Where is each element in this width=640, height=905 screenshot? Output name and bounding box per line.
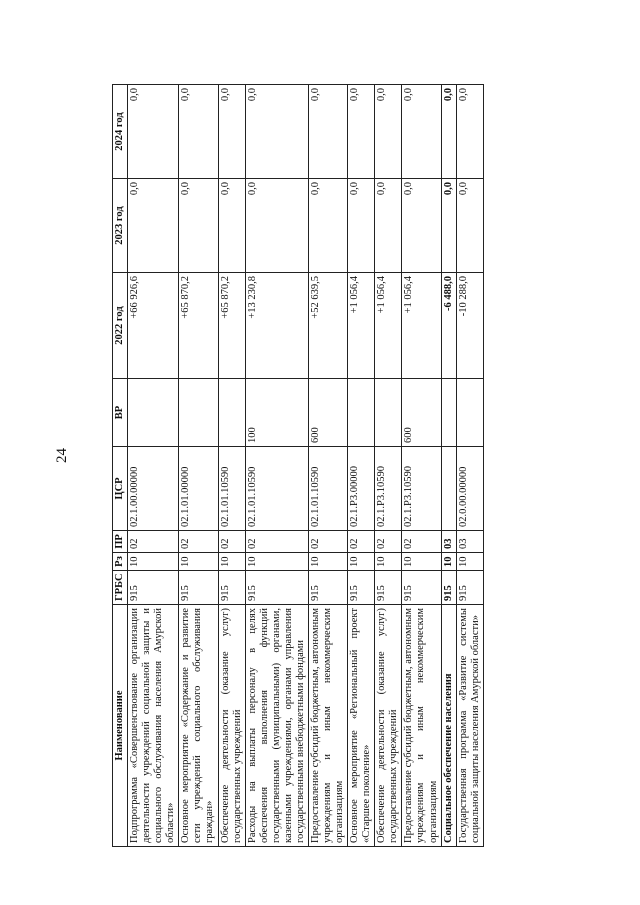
cell-vr xyxy=(218,379,245,447)
cell-grbs: 915 xyxy=(456,571,483,605)
cell-rz: 10 xyxy=(375,553,402,571)
cell-vr xyxy=(441,379,456,447)
cell-grbs: 915 xyxy=(128,571,179,605)
cell-2022: +13 230,8 xyxy=(245,273,308,379)
cell-2023: 0,0 xyxy=(179,179,218,273)
cell-2023: 0,0 xyxy=(402,179,441,273)
table-row xyxy=(179,85,218,847)
cell-pr: 02 xyxy=(179,531,218,553)
table-row xyxy=(348,85,375,847)
header-csr: ЦСР xyxy=(113,447,128,531)
cell-pr: 02 xyxy=(348,531,375,553)
cell-name: Подпрограмма «Совершенствование организации деятельности учреждений социальной защиты и социального обслуживания населения Амурской области» xyxy=(128,605,179,847)
cell-vr xyxy=(128,379,179,447)
header-2022: 2022 год xyxy=(113,273,128,379)
rotated-table-frame xyxy=(112,85,520,847)
cell-pr: 02 xyxy=(128,531,179,553)
cell-csr xyxy=(441,447,456,531)
cell-2024: 0,0 xyxy=(375,85,402,179)
cell-rz: 10 xyxy=(218,553,245,571)
cell-csr: 02.1.P3.00000 xyxy=(348,447,375,531)
cell-2022: -6 488,0 xyxy=(441,273,456,379)
cell-2023: 0,0 xyxy=(245,179,308,273)
cell-pr: 02 xyxy=(402,531,441,553)
cell-rz: 10 xyxy=(245,553,308,571)
cell-pr: 02 xyxy=(245,531,308,553)
cell-name: Обеспечение деятельности (оказание услуг) государственных учреждений xyxy=(218,605,245,847)
table-row xyxy=(308,85,347,847)
cell-csr: 02.1.01.10590 xyxy=(218,447,245,531)
cell-2024: 0,0 xyxy=(456,85,483,179)
cell-vr xyxy=(375,379,402,447)
cell-name: Основное мероприятие «Содержание и развитие сети учреждений социального обслуживания граждан» xyxy=(179,605,218,847)
cell-pr: 02 xyxy=(308,531,347,553)
cell-pr: 03 xyxy=(441,531,456,553)
table-row xyxy=(441,85,456,847)
cell-grbs: 915 xyxy=(441,571,456,605)
cell-csr: 02.1.01.10590 xyxy=(308,447,347,531)
table-body xyxy=(128,85,484,847)
cell-2023: 0,0 xyxy=(128,179,179,273)
cell-grbs: 915 xyxy=(348,571,375,605)
header-name: Наименование xyxy=(113,605,128,847)
cell-2023: 0,0 xyxy=(218,179,245,273)
header-pr: ПР xyxy=(113,531,128,553)
cell-csr: 02.1.P3.10590 xyxy=(375,447,402,531)
cell-pr: 03 xyxy=(456,531,483,553)
cell-name: Обеспечение деятельности (оказание услуг) государственных учреждений xyxy=(375,605,402,847)
page-number: 24 xyxy=(54,448,70,463)
cell-csr: 02.1.00.00000 xyxy=(128,447,179,531)
cell-grbs: 915 xyxy=(245,571,308,605)
cell-grbs: 915 xyxy=(375,571,402,605)
cell-grbs: 915 xyxy=(308,571,347,605)
cell-2024: 0,0 xyxy=(402,85,441,179)
cell-2024: 0,0 xyxy=(179,85,218,179)
cell-2024: 0,0 xyxy=(441,85,456,179)
cell-2022: +52 639,5 xyxy=(308,273,347,379)
cell-rz: 10 xyxy=(308,553,347,571)
table-row xyxy=(375,85,402,847)
cell-2023: 0,0 xyxy=(348,179,375,273)
cell-rz: 10 xyxy=(128,553,179,571)
cell-2022: +1 056,4 xyxy=(375,273,402,379)
header-rz: Рз xyxy=(113,553,128,571)
cell-grbs: 915 xyxy=(402,571,441,605)
cell-2023: 0,0 xyxy=(308,179,347,273)
header-2024: 2024 год xyxy=(113,85,128,179)
cell-2024: 0,0 xyxy=(245,85,308,179)
cell-2024: 0,0 xyxy=(308,85,347,179)
cell-2023: 0,0 xyxy=(441,179,456,273)
cell-name: Предоставление субсидий бюджетным, автономным учреждениям и иным некоммерческим организациям xyxy=(402,605,441,847)
cell-rz: 10 xyxy=(441,553,456,571)
cell-csr: 02.1.P3.10590 xyxy=(402,447,441,531)
cell-2022: +1 056,4 xyxy=(402,273,441,379)
cell-vr xyxy=(179,379,218,447)
cell-csr: 02.1.01.00000 xyxy=(179,447,218,531)
cell-rz: 10 xyxy=(456,553,483,571)
budget-table-container xyxy=(112,85,520,847)
header-grbs: ГРБС xyxy=(113,571,128,605)
cell-vr xyxy=(348,379,375,447)
table-row xyxy=(218,85,245,847)
budget-table xyxy=(112,84,484,847)
cell-name: Предоставление субсидий бюджетным, автономным учреждениям и иным некоммерческим организациям xyxy=(308,605,347,847)
cell-2022: +1 056,4 xyxy=(348,273,375,379)
cell-2024: 0,0 xyxy=(128,85,179,179)
cell-vr: 600 xyxy=(308,379,347,447)
header-2023: 2023 год xyxy=(113,179,128,273)
table-header-row xyxy=(113,85,128,847)
header-vr: ВР xyxy=(113,379,128,447)
cell-pr: 02 xyxy=(375,531,402,553)
cell-2024: 0,0 xyxy=(348,85,375,179)
cell-2022: +65 870,2 xyxy=(218,273,245,379)
cell-2022: +65 870,2 xyxy=(179,273,218,379)
table-row xyxy=(128,85,179,847)
cell-name: Государственная программа «Развитие системы социальной защиты населения Амурской области» xyxy=(456,605,483,847)
table-row xyxy=(402,85,441,847)
table-row xyxy=(245,85,308,847)
cell-vr xyxy=(456,379,483,447)
cell-grbs: 915 xyxy=(179,571,218,605)
cell-name: Социальное обеспечение населения xyxy=(441,605,456,847)
cell-name: Расходы на выплаты персоналу в целях обеспечения выполнения функций государственными (муниципальными) органами, казенными учреждениями, органами управления государственными внебюджетными фондами xyxy=(245,605,308,847)
table-row xyxy=(456,85,483,847)
cell-2022: +66 926,6 xyxy=(128,273,179,379)
cell-vr: 100 xyxy=(245,379,308,447)
cell-2024: 0,0 xyxy=(218,85,245,179)
cell-name: Основное мероприятие «Региональный проект «Старшее поколение» xyxy=(348,605,375,847)
cell-csr: 02.0.00.00000 xyxy=(456,447,483,531)
cell-grbs: 915 xyxy=(218,571,245,605)
cell-vr: 600 xyxy=(402,379,441,447)
cell-2022: -10 288,0 xyxy=(456,273,483,379)
cell-2023: 0,0 xyxy=(375,179,402,273)
cell-rz: 10 xyxy=(348,553,375,571)
cell-rz: 10 xyxy=(179,553,218,571)
cell-pr: 02 xyxy=(218,531,245,553)
cell-csr: 02.1.01.10590 xyxy=(245,447,308,531)
cell-rz: 10 xyxy=(402,553,441,571)
cell-2023: 0,0 xyxy=(456,179,483,273)
